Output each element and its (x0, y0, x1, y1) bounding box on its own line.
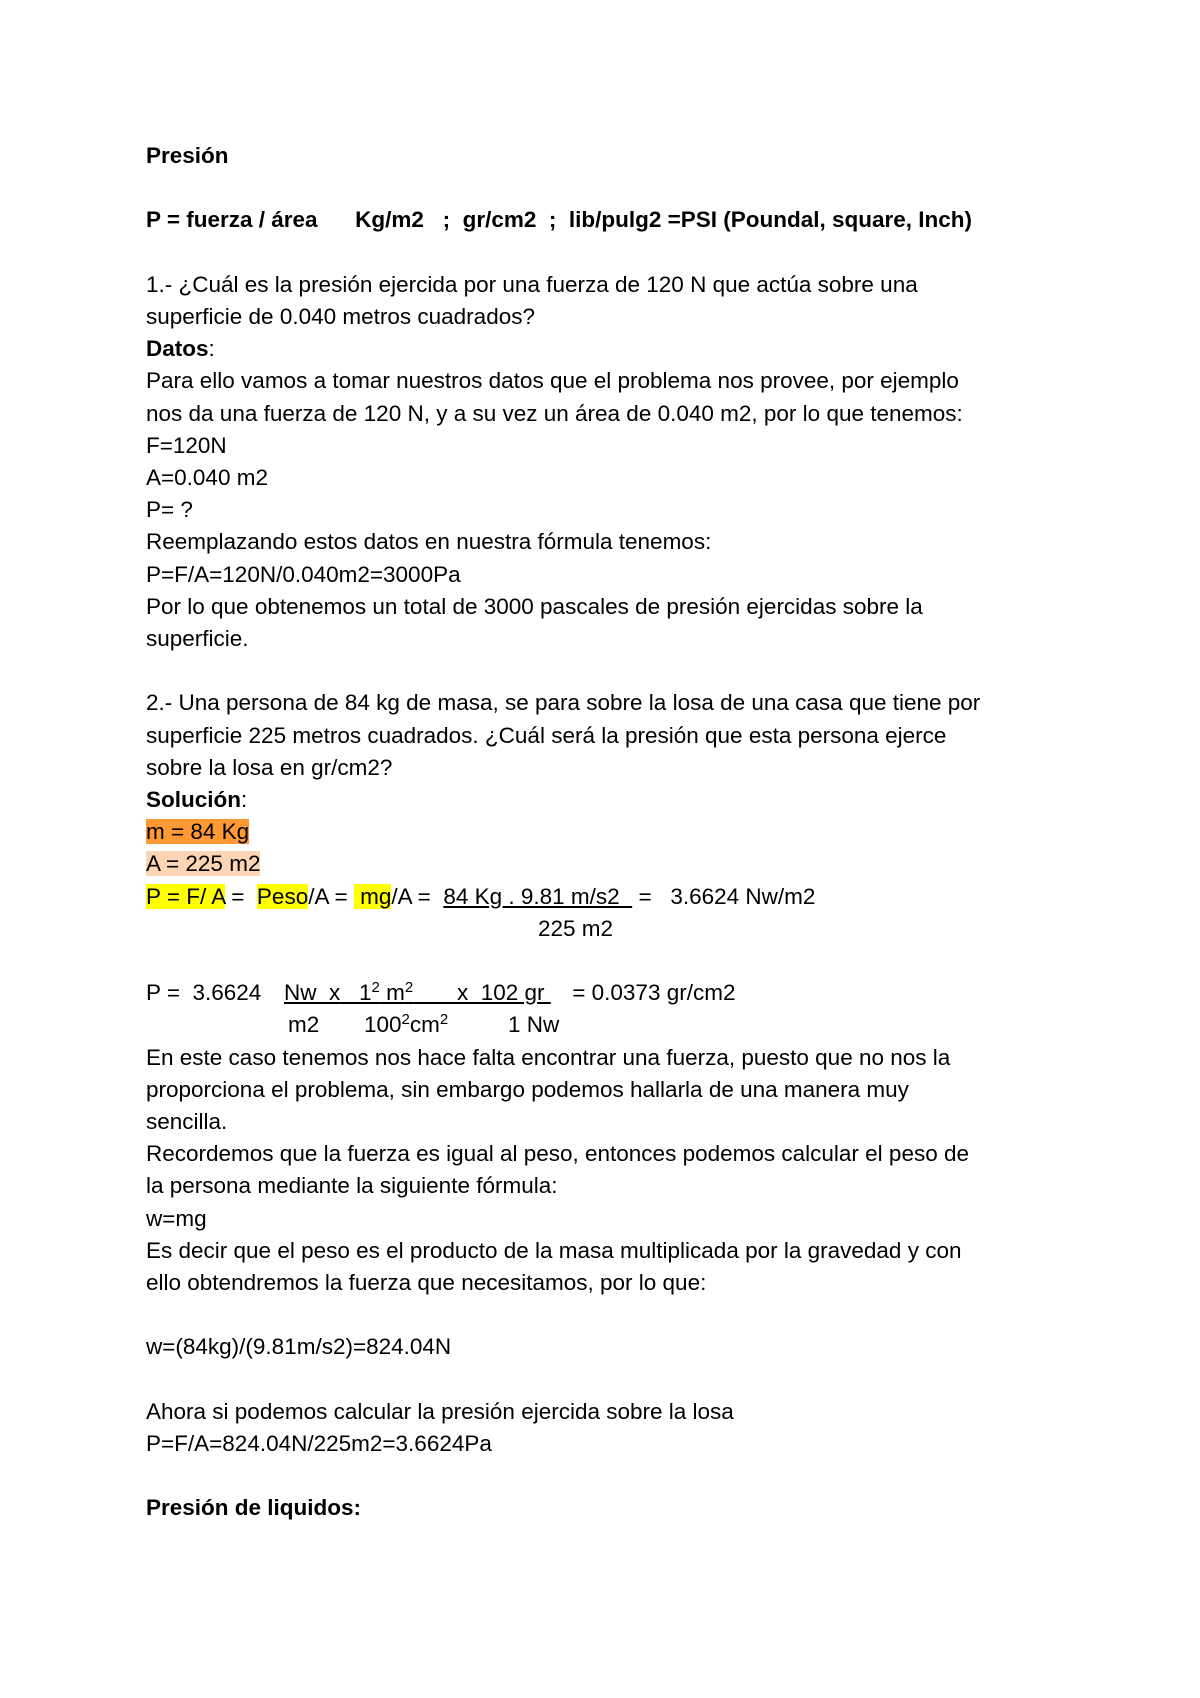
document-page (146, 140, 1086, 1525)
pf-result: = 3.6624 Nw/m2 (632, 883, 816, 909)
conv-result: = 0.0373 gr/cm2 (566, 980, 736, 1006)
weight-calculation: w=(84kg)/(9.81m/s2)=824.04N (146, 1334, 452, 1360)
pf-part6: /A = (391, 883, 444, 909)
mass-value (146, 816, 1086, 848)
problem2-text1-line1: En este caso tenemos nos hace falta encontrar una fuerza, puesto que no nos la (146, 1044, 951, 1070)
datos-colon: : (208, 336, 215, 362)
problem2-question-line2: superficie 225 metros cuadrados. ¿Cuál será la presión que esta persona ejerce (146, 722, 947, 748)
problem2-text4: Ahora si podemos calcular la presión ejercida sobre la losa (146, 1398, 734, 1424)
pressure-formula-expanded (146, 881, 1086, 913)
problem2-text1-line3: sencilla. (146, 1108, 228, 1134)
problem1-result-line1: Por lo que obtenemos un total de 3000 pascales de presión ejercidas sobre la (146, 593, 923, 619)
problem2-pressure-calculation: P=F/A=824.04N/225m2=3.6624Pa (146, 1430, 492, 1456)
weight-formula: w=mg (146, 1205, 207, 1231)
pressure-formula (146, 204, 1086, 236)
conversion-denominator-row (146, 1009, 1086, 1041)
area-highlight: A = 225 m2 (146, 851, 261, 877)
problem2-text2-line2: la persona mediante la siguiente fórmula: (146, 1173, 558, 1199)
conversion-numerator-row (146, 977, 1086, 1009)
problem2-text3-line2: ello obtendremos la fuerza que necesitamos, por lo que: (146, 1270, 707, 1295)
formula-units: Kg/m2 ; gr/cm2 ; lib/pulg2 =PSI (Poundal, square, Inch) (355, 207, 973, 233)
problem1-area: A=0.040 m2 (146, 465, 268, 490)
problem1-pressure-unknown: P= ? (146, 497, 193, 523)
pf-peso: Peso (256, 883, 309, 909)
solucion-colon: : (241, 787, 248, 813)
problem2-text3-line1: Es decir que el peso es el producto de la masa multiplicada por la gravedad y con (146, 1237, 962, 1263)
datos-label: Datos (146, 336, 209, 362)
area-value (146, 848, 1086, 880)
section2-title: Presión de liquidos: (146, 1495, 362, 1521)
mass-highlight: m = 84 Kg (146, 819, 250, 845)
problem1-force: F=120N (146, 432, 227, 458)
pf-numerator: 84 Kg . 9.81 m/s2 (443, 883, 633, 909)
problem2-question-line3: sobre la losa en gr/cm2? (146, 754, 393, 780)
formula-main: P = fuerza / área (146, 207, 318, 233)
pf-mg: mg (353, 883, 392, 909)
pressure-formula-denominator-row (146, 913, 1086, 945)
pf-part4: /A = (308, 883, 354, 909)
pf-denominator: 225 m2 (538, 915, 614, 941)
conv-lead: P = 3.6624 (146, 980, 274, 1006)
problem2-question-line1: 2.- Una persona de 84 kg de masa, se para sobre la losa de una casa que tiene por (146, 690, 981, 716)
pf-part1: P = F/ A (146, 883, 226, 909)
solucion-label: Solución (146, 787, 241, 813)
conv-den2: $100^2cm^2$ (364, 1011, 449, 1038)
problem1-question-line1: 1.- ¿Cuál es la presión ejercida por una fuerza de 120 N que actúa sobre una (146, 271, 918, 297)
problem1-result-line2: superficie. (146, 626, 249, 652)
problem2-text1-line2: proporciona el problema, sin embargo podemos hallarla de una manera muy (146, 1076, 909, 1102)
conv-den1: m2 (288, 1012, 320, 1038)
conv-numerator: Nw x $1^2$ $m^2$ x 102 gr (284, 979, 551, 1006)
problem1-replace-text: Reemplazando estos datos en nuestra fórmula tenemos: (146, 529, 712, 555)
problem1-text-line1: Para ello vamos a tomar nuestros datos que el problema nos provee, por ejemplo (146, 368, 959, 394)
problem1-text-line2: nos da una fuerza de 120 N, y a su vez un área de 0.040 m2, por lo que tenemos: (146, 400, 963, 426)
page-title: Presión (146, 143, 229, 168)
pf-part2: = (225, 883, 257, 909)
problem2-text2-line1: Recordemos que la fuerza es igual al peso, entonces podemos calcular el peso de (146, 1141, 969, 1167)
problem1-calculation: P=F/A=120N/0.040m2=3000Pa (146, 561, 461, 587)
datos-heading (146, 333, 1086, 365)
conv-den3: 1 Nw (508, 1012, 560, 1038)
problem1-question-line2: superficie de 0.040 metros cuadrados? (146, 303, 535, 329)
solucion-heading (146, 784, 1086, 816)
